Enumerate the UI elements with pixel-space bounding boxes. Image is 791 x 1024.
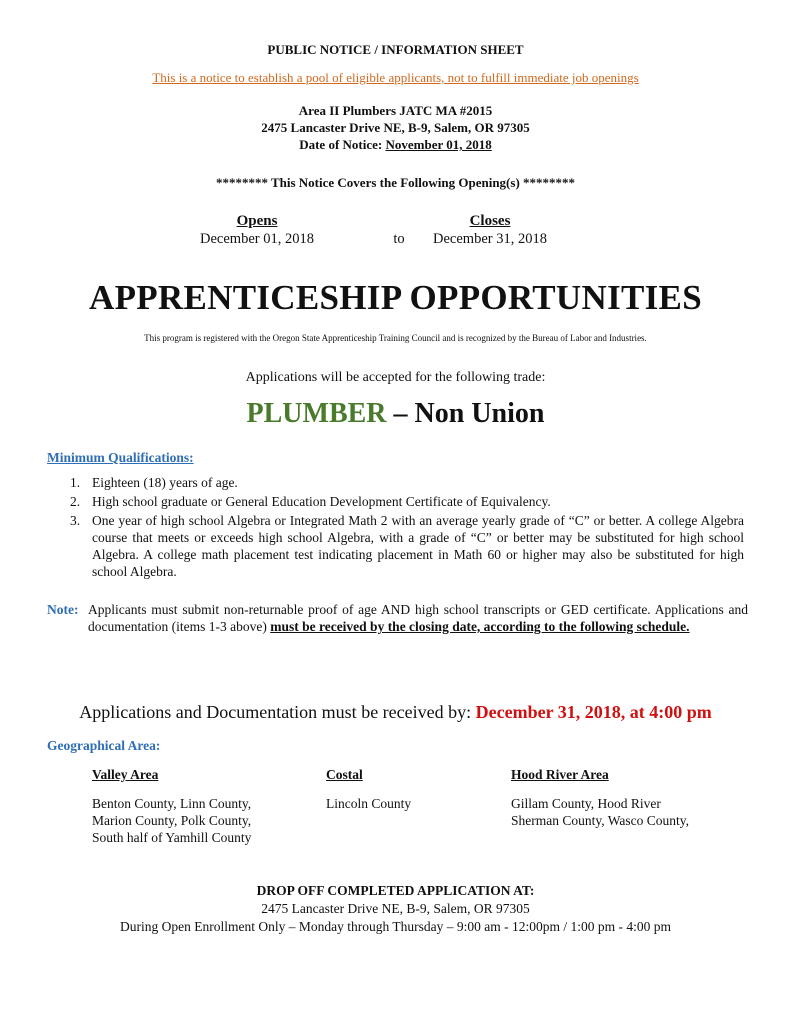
notice-date-value: November 01, 2018	[385, 137, 492, 152]
closes-column	[433, 212, 547, 248]
closes-label: Closes	[469, 213, 511, 229]
list-item	[0, 474, 744, 491]
opens-date: December 01, 2018	[200, 231, 314, 247]
list-item-text: Eighteen (18) years of age.	[92, 475, 238, 490]
accepted-trade-intro: Applications will be accepted for the following trade:	[245, 370, 546, 385]
dropoff-heading: DROP OFF COMPLETED APPLICATION AT:	[256, 883, 535, 898]
qualifications-heading: Minimum Qualifications:	[47, 450, 194, 465]
area-line: Benton County, Linn County,	[92, 796, 252, 811]
list-item	[0, 512, 744, 580]
closes-date: December 31, 2018	[433, 231, 547, 247]
list-item-number: 2.	[70, 494, 81, 509]
deadline-text: Applications and Documentation must be received by:	[79, 702, 476, 722]
list-item-number: 3.	[70, 513, 81, 528]
area-line: Sherman County, Wasco County,	[511, 813, 690, 828]
qualifications-list	[0, 474, 791, 582]
notice-date	[0, 136, 791, 153]
area-line: Lincoln County	[326, 796, 412, 811]
openings-banner: ******** This Notice Covers the Following Opening(s) ********	[215, 175, 576, 190]
page-title: APPRENTICESHIP OPPORTUNITIES	[89, 278, 702, 317]
dropoff-address: 2475 Lancaster Drive NE, B-9, Salem, OR 97305	[261, 901, 530, 916]
area-name: Costal	[326, 767, 363, 782]
registration-statement: This program is registered with the Oregon State Apprenticeship Training Council and is recognized by the Bureau of Labor and Industries.	[144, 333, 647, 343]
note-label: Note:	[47, 602, 79, 617]
trade-name: PLUMBER	[246, 398, 387, 429]
area-line: Marion County, Polk County,	[92, 813, 252, 828]
organization-address: 2475 Lancaster Drive NE, B-9, Salem, OR 97305	[261, 120, 530, 135]
list-item-text: One year of high school Algebra or Integrated Math 2 with an average yearly grade of “C” or better. A college Algebra course that meets or exceeds high school Algebra, with a grade of “C” or better may be substituted for high school Algebra. A college math placement test indicating placement in Math 60 or higher may also be substituted for high school Algebra.	[92, 513, 744, 579]
dates-to: to	[393, 231, 405, 247]
list-item	[0, 493, 744, 510]
note-body	[88, 601, 748, 635]
deadline-date: December 31, 2018, at 4:00 pm	[475, 702, 712, 722]
list-item-number: 1.	[70, 475, 81, 490]
area-line: Gillam County, Hood River	[511, 796, 661, 811]
organization-name: Area II Plumbers JATC MA #2015	[298, 103, 493, 118]
deadline-line	[0, 702, 791, 723]
notice-title: PUBLIC NOTICE / INFORMATION SHEET	[267, 42, 524, 57]
dropoff-hours: During Open Enrollment Only – Monday through Thursday – 9:00 am - 12:00pm / 1:00 pm - 4:00 pm	[120, 919, 671, 934]
trade-heading	[0, 398, 791, 430]
note-emphasis: must be received by the closing date, according to the following schedule.	[270, 619, 690, 634]
area-costal	[326, 766, 486, 812]
pool-notice: This is a notice to establish a pool of eligible applicants, not to fulfill immediate job openings	[152, 70, 639, 85]
organization-block	[0, 102, 791, 153]
area-hood-river	[511, 766, 751, 829]
opens-label: Opens	[236, 213, 278, 229]
opens-column	[200, 212, 314, 248]
area-name: Valley Area	[92, 767, 159, 782]
dates-block	[0, 212, 791, 252]
list-item-text: High school graduate or General Education Development Certificate of Equivalency.	[92, 494, 551, 509]
dropoff-block	[0, 882, 791, 936]
notice-date-label: Date of Notice:	[299, 137, 386, 152]
trade-suffix: – Non Union	[386, 398, 545, 429]
area-line: South half of Yamhill County	[92, 830, 252, 845]
area-name: Hood River Area	[511, 767, 609, 782]
geography-heading: Geographical Area:	[47, 738, 161, 753]
area-valley	[92, 766, 312, 846]
note-text: Applicants must submit non-returnable proof of age AND high school transcripts or GED certificate. Applications and documentation (items 1-3 above)	[88, 602, 748, 634]
